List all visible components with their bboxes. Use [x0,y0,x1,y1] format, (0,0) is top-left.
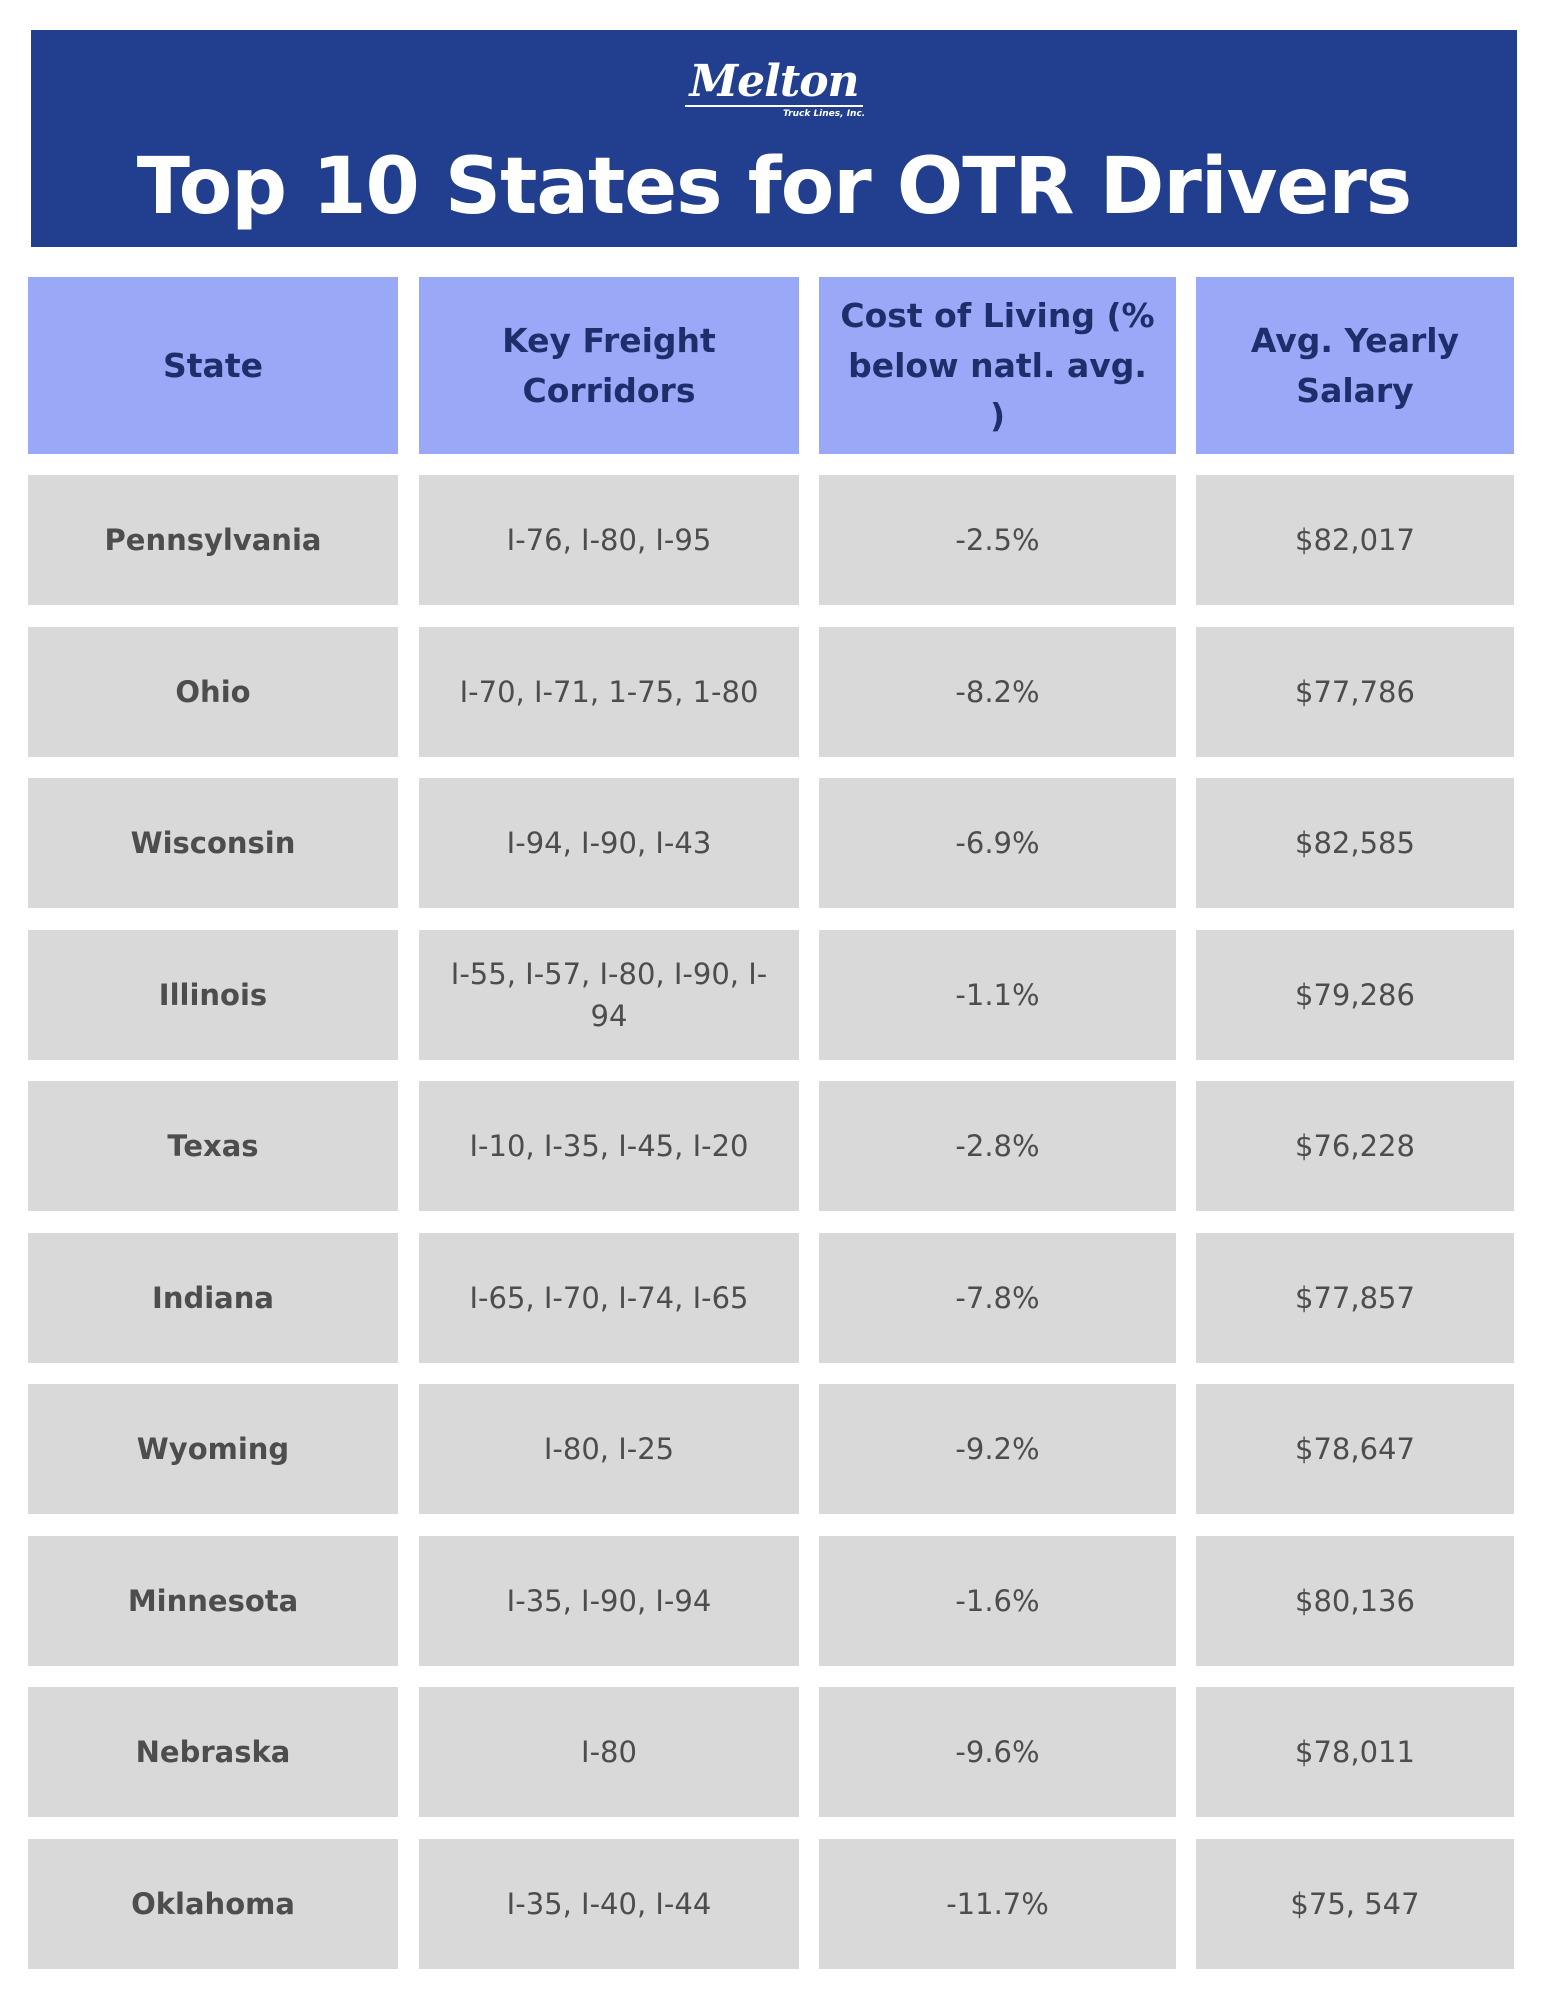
cost-of-living-cell: -9.6% [819,1687,1176,1817]
state-cell: Texas [28,1081,398,1211]
column-header-salary: Avg. Yearly Salary [1196,277,1514,454]
state-cell: Wisconsin [28,778,398,908]
salary-cell: $76,228 [1196,1081,1514,1211]
cost-of-living-cell: -6.9% [819,778,1176,908]
cost-of-living-cell: -8.2% [819,627,1176,757]
column-header-cost-of-living: Cost of Living (% below natl. avg. ) [819,277,1176,454]
salary-cell: $82,585 [1196,778,1514,908]
state-cell: Nebraska [28,1687,398,1817]
salary-cell: $75, 547 [1196,1839,1514,1969]
state-cell: Ohio [28,627,398,757]
cost-of-living-cell: -11.7% [819,1839,1176,1969]
column-header-corridors: Key Freight Corridors [419,277,799,454]
cost-of-living-cell: -1.6% [819,1536,1176,1666]
corridors-cell: I-35, I-90, I-94 [419,1536,799,1666]
salary-cell: $77,786 [1196,627,1514,757]
salary-cell: $78,647 [1196,1384,1514,1514]
salary-cell: $78,011 [1196,1687,1514,1817]
corridors-cell: I-10, I-35, I-45, I-20 [419,1081,799,1211]
corridors-cell: I-80, I-25 [419,1384,799,1514]
corridors-cell: I-94, I-90, I-43 [419,778,799,908]
corridors-cell: I-55, I-57, I-80, I-90, I-94 [419,930,799,1060]
corridors-cell: I-35, I-40, I-44 [419,1839,799,1969]
corridors-cell: I-80 [419,1687,799,1817]
salary-cell: $80,136 [1196,1536,1514,1666]
cost-of-living-cell: -1.1% [819,930,1176,1060]
salary-cell: $77,857 [1196,1233,1514,1363]
salary-cell: $82,017 [1196,475,1514,605]
page-title: Top 10 States for OTR Drivers [136,142,1412,232]
logo-subtext: Truck Lines, Inc. [783,109,866,119]
cost-of-living-cell: -9.2% [819,1384,1176,1514]
state-cell: Pennsylvania [28,475,398,605]
melton-logo [31,56,1517,107]
corridors-cell: I-76, I-80, I-95 [419,475,799,605]
state-cell: Oklahoma [28,1839,398,1969]
logo-wordmark: Melton [685,60,862,107]
title-banner [31,30,1517,247]
corridors-cell: I-65, I-70, I-74, I-65 [419,1233,799,1363]
cost-of-living-cell: -2.8% [819,1081,1176,1211]
state-cell: Illinois [28,930,398,1060]
column-header-state: State [28,277,398,454]
state-cell: Minnesota [28,1536,398,1666]
state-cell: Wyoming [28,1384,398,1514]
salary-cell: $79,286 [1196,930,1514,1060]
cost-of-living-cell: -2.5% [819,475,1176,605]
cost-of-living-cell: -7.8% [819,1233,1176,1363]
state-cell: Indiana [28,1233,398,1363]
corridors-cell: I-70, I-71, 1-75, 1-80 [419,627,799,757]
